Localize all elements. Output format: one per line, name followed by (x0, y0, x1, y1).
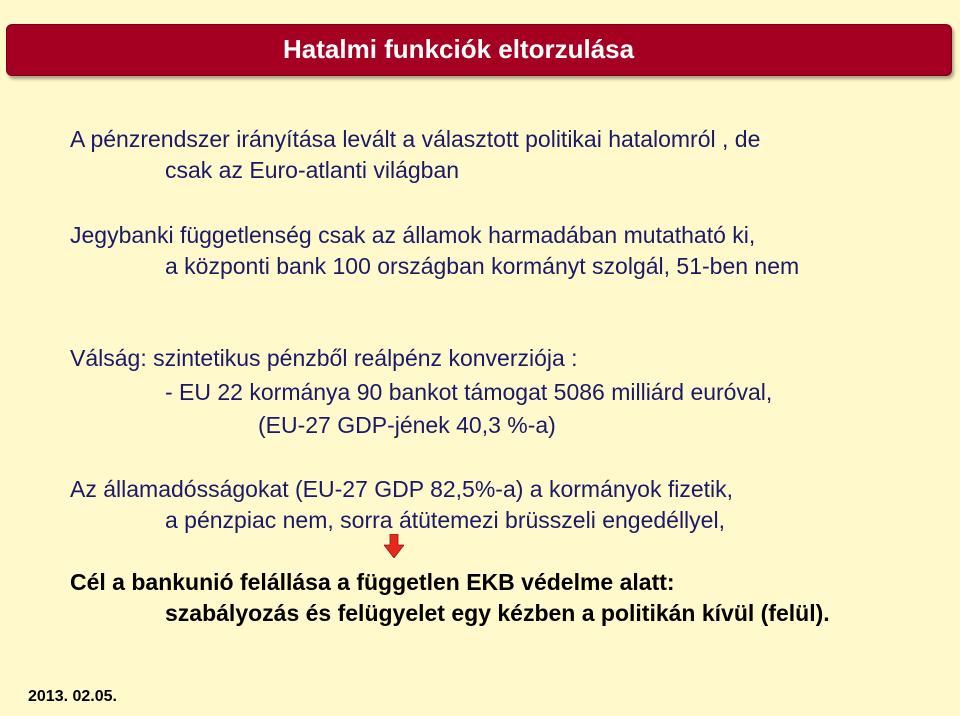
paragraph-1-line-2: csak az Euro-atlanti világban (165, 157, 460, 183)
paragraph-5-line-2: szabályozás és felügyelet egy kézben a politikán kívül (felül). (165, 600, 830, 626)
down-arrow-icon (384, 534, 404, 558)
paragraph-4-line-1: Az államadósságokat (EU-27 GDP 82,5%-a) a kormányok fizetik, (70, 476, 734, 502)
paragraph-4-line-2: a pénzpiac nem, sorra átütemezi brüsszeli engedéllyel, (165, 507, 725, 533)
paragraph-2-line-2: a központi bank 100 országban kormányt szolgál, 51-ben nem (165, 253, 800, 279)
slide-title: Hatalmi funkciók eltorzulása (283, 34, 635, 64)
paragraph-3-line-1: Válság: szintetikus pénzből reálpénz konverziója : (70, 345, 578, 371)
paragraph-2-line-1: Jegybanki függetlenség csak az államok harmadában mutatható ki, (70, 222, 756, 248)
paragraph-1-line-1: A pénzrendszer irányítása levált a választott politikai hatalomról , de (70, 126, 761, 152)
paragraph-3-line-2: - EU 22 kormánya 90 bankot támogat 5086 milliárd euróval, (165, 379, 773, 405)
paragraph-3-line-3: (EU-27 GDP-jének 40,3 %-a) (258, 412, 556, 438)
paragraph-5-line-1: Cél a bankunió felállása a független EKB védelme alatt: (70, 569, 675, 595)
footer-date: 2013. 02.05. (28, 688, 117, 705)
